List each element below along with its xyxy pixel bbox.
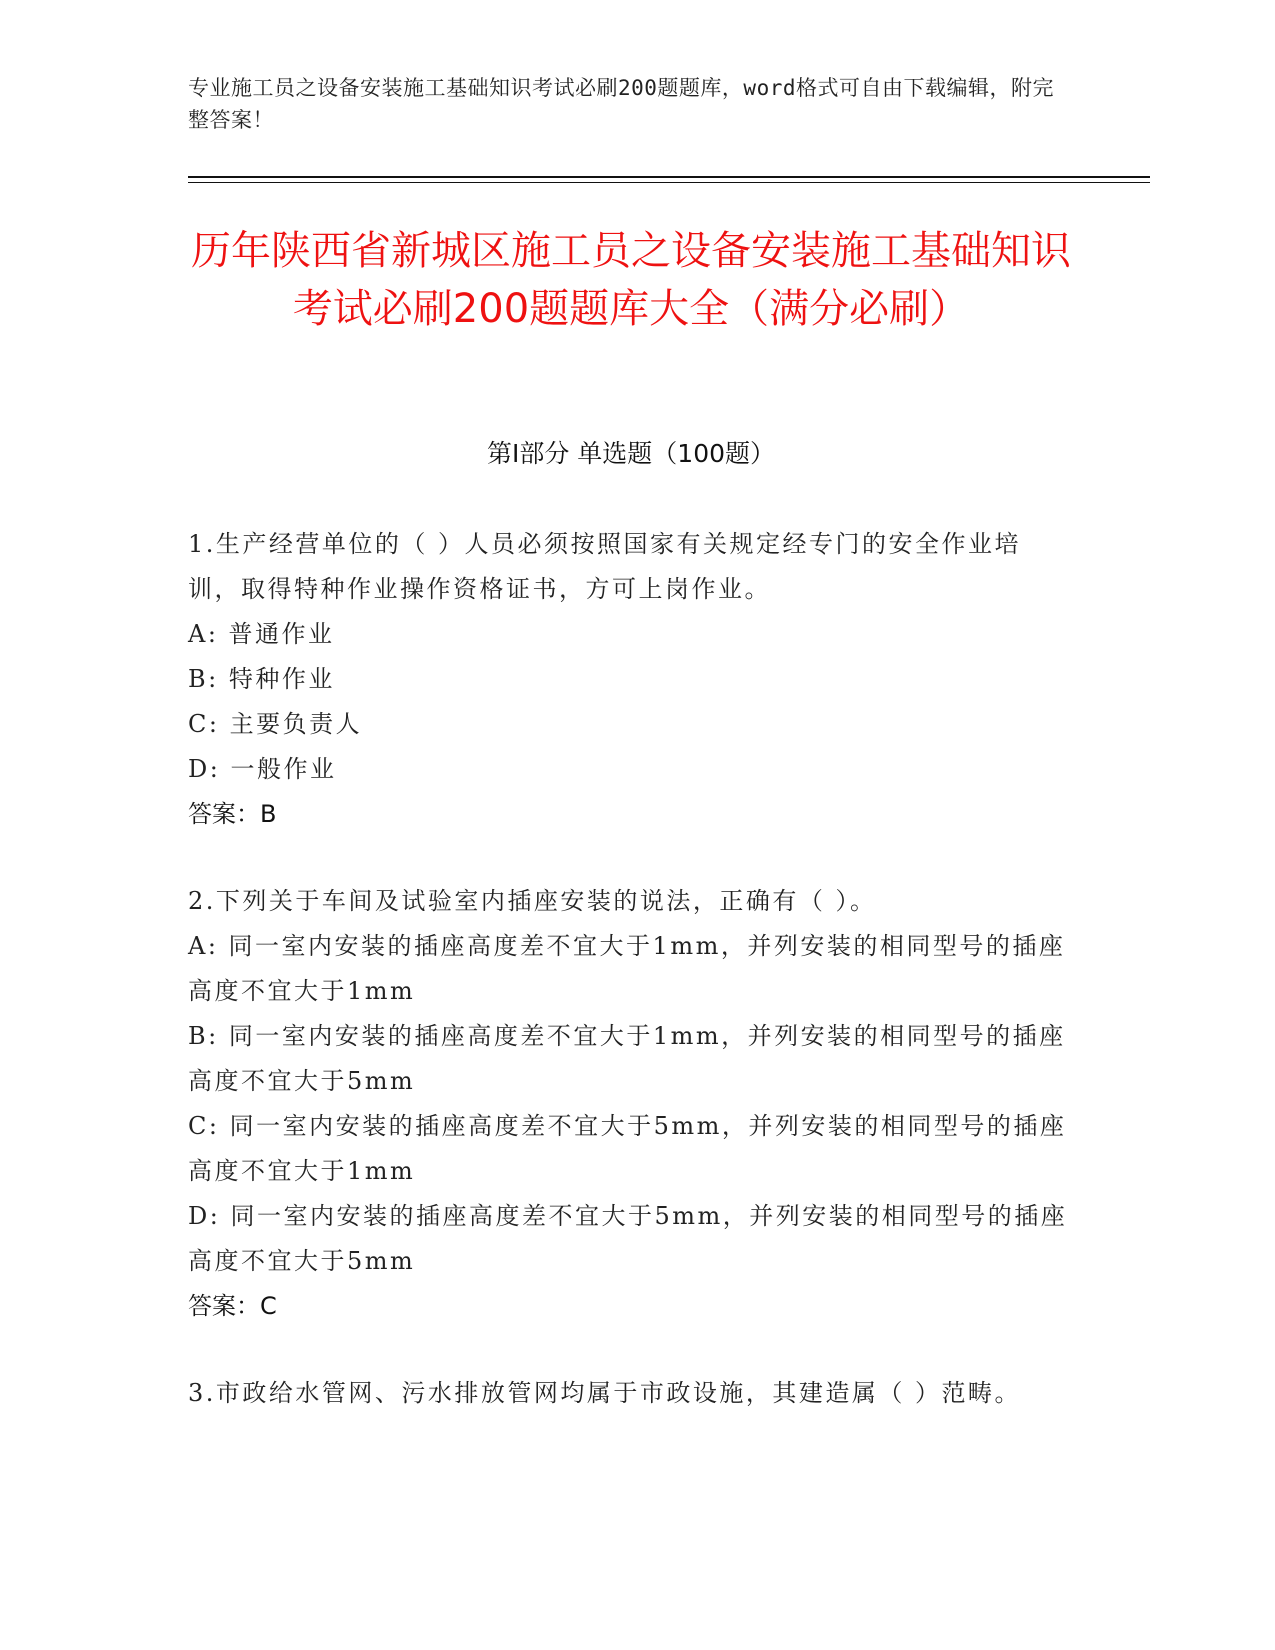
option-b: B: 同一室内安装的插座高度差不宜大于1mm，并列安装的相同型号的插座高度不宜大于5mm	[188, 1022, 1066, 1095]
header-note: 专业施工员之设备安装施工基础知识考试必刷200题题库，word格式可自由下载编辑，附完整答案！	[188, 76, 1054, 132]
option-d: D: 同一室内安装的插座高度差不宜大于5mm，并列安装的相同型号的插座高度不宜大于5mm	[188, 1202, 1068, 1275]
option-a: A: 普通作业	[188, 620, 335, 648]
answer: 答案：B	[188, 800, 277, 828]
section-title: 第Ⅰ部分 单选题（100题）	[486, 439, 776, 468]
question-stem: 3.市政给水管网、污水排放管网均属于市政设施，其建造属（ ）范畴。	[188, 1379, 1022, 1407]
header-divider-thin	[188, 182, 1150, 183]
option-d: D: 一般作业	[188, 755, 337, 783]
option-c: C: 同一室内安装的插座高度差不宜大于5mm，并列安装的相同型号的插座高度不宜大于1mm	[188, 1112, 1067, 1185]
question-3	[188, 1371, 1074, 1416]
option-c: C: 主要负责人	[188, 710, 363, 738]
answer: 答案：C	[188, 1292, 277, 1320]
question-stem: 2.下列关于车间及试验室内插座安装的说法，正确有（ ）。	[188, 887, 877, 915]
question-stem: 1.生产经营单位的（ ）人员必须按照国家有关规定经专门的安全作业培训，取得特种作业操作资格证书，方可上岗作业。	[188, 530, 1022, 603]
question-2	[188, 879, 1074, 1329]
option-a: A: 同一室内安装的插座高度差不宜大于1mm，并列安装的相同型号的插座高度不宜大于1mm	[188, 932, 1066, 1005]
header-divider-thick	[188, 176, 1150, 178]
question-1	[188, 522, 1074, 837]
question-list	[188, 522, 1074, 1458]
option-b: B: 特种作业	[188, 665, 335, 693]
document-title: 历年陕西省新城区施工员之设备安装施工基础知识考试必刷200题题库大全（满分必刷）	[191, 228, 1071, 332]
